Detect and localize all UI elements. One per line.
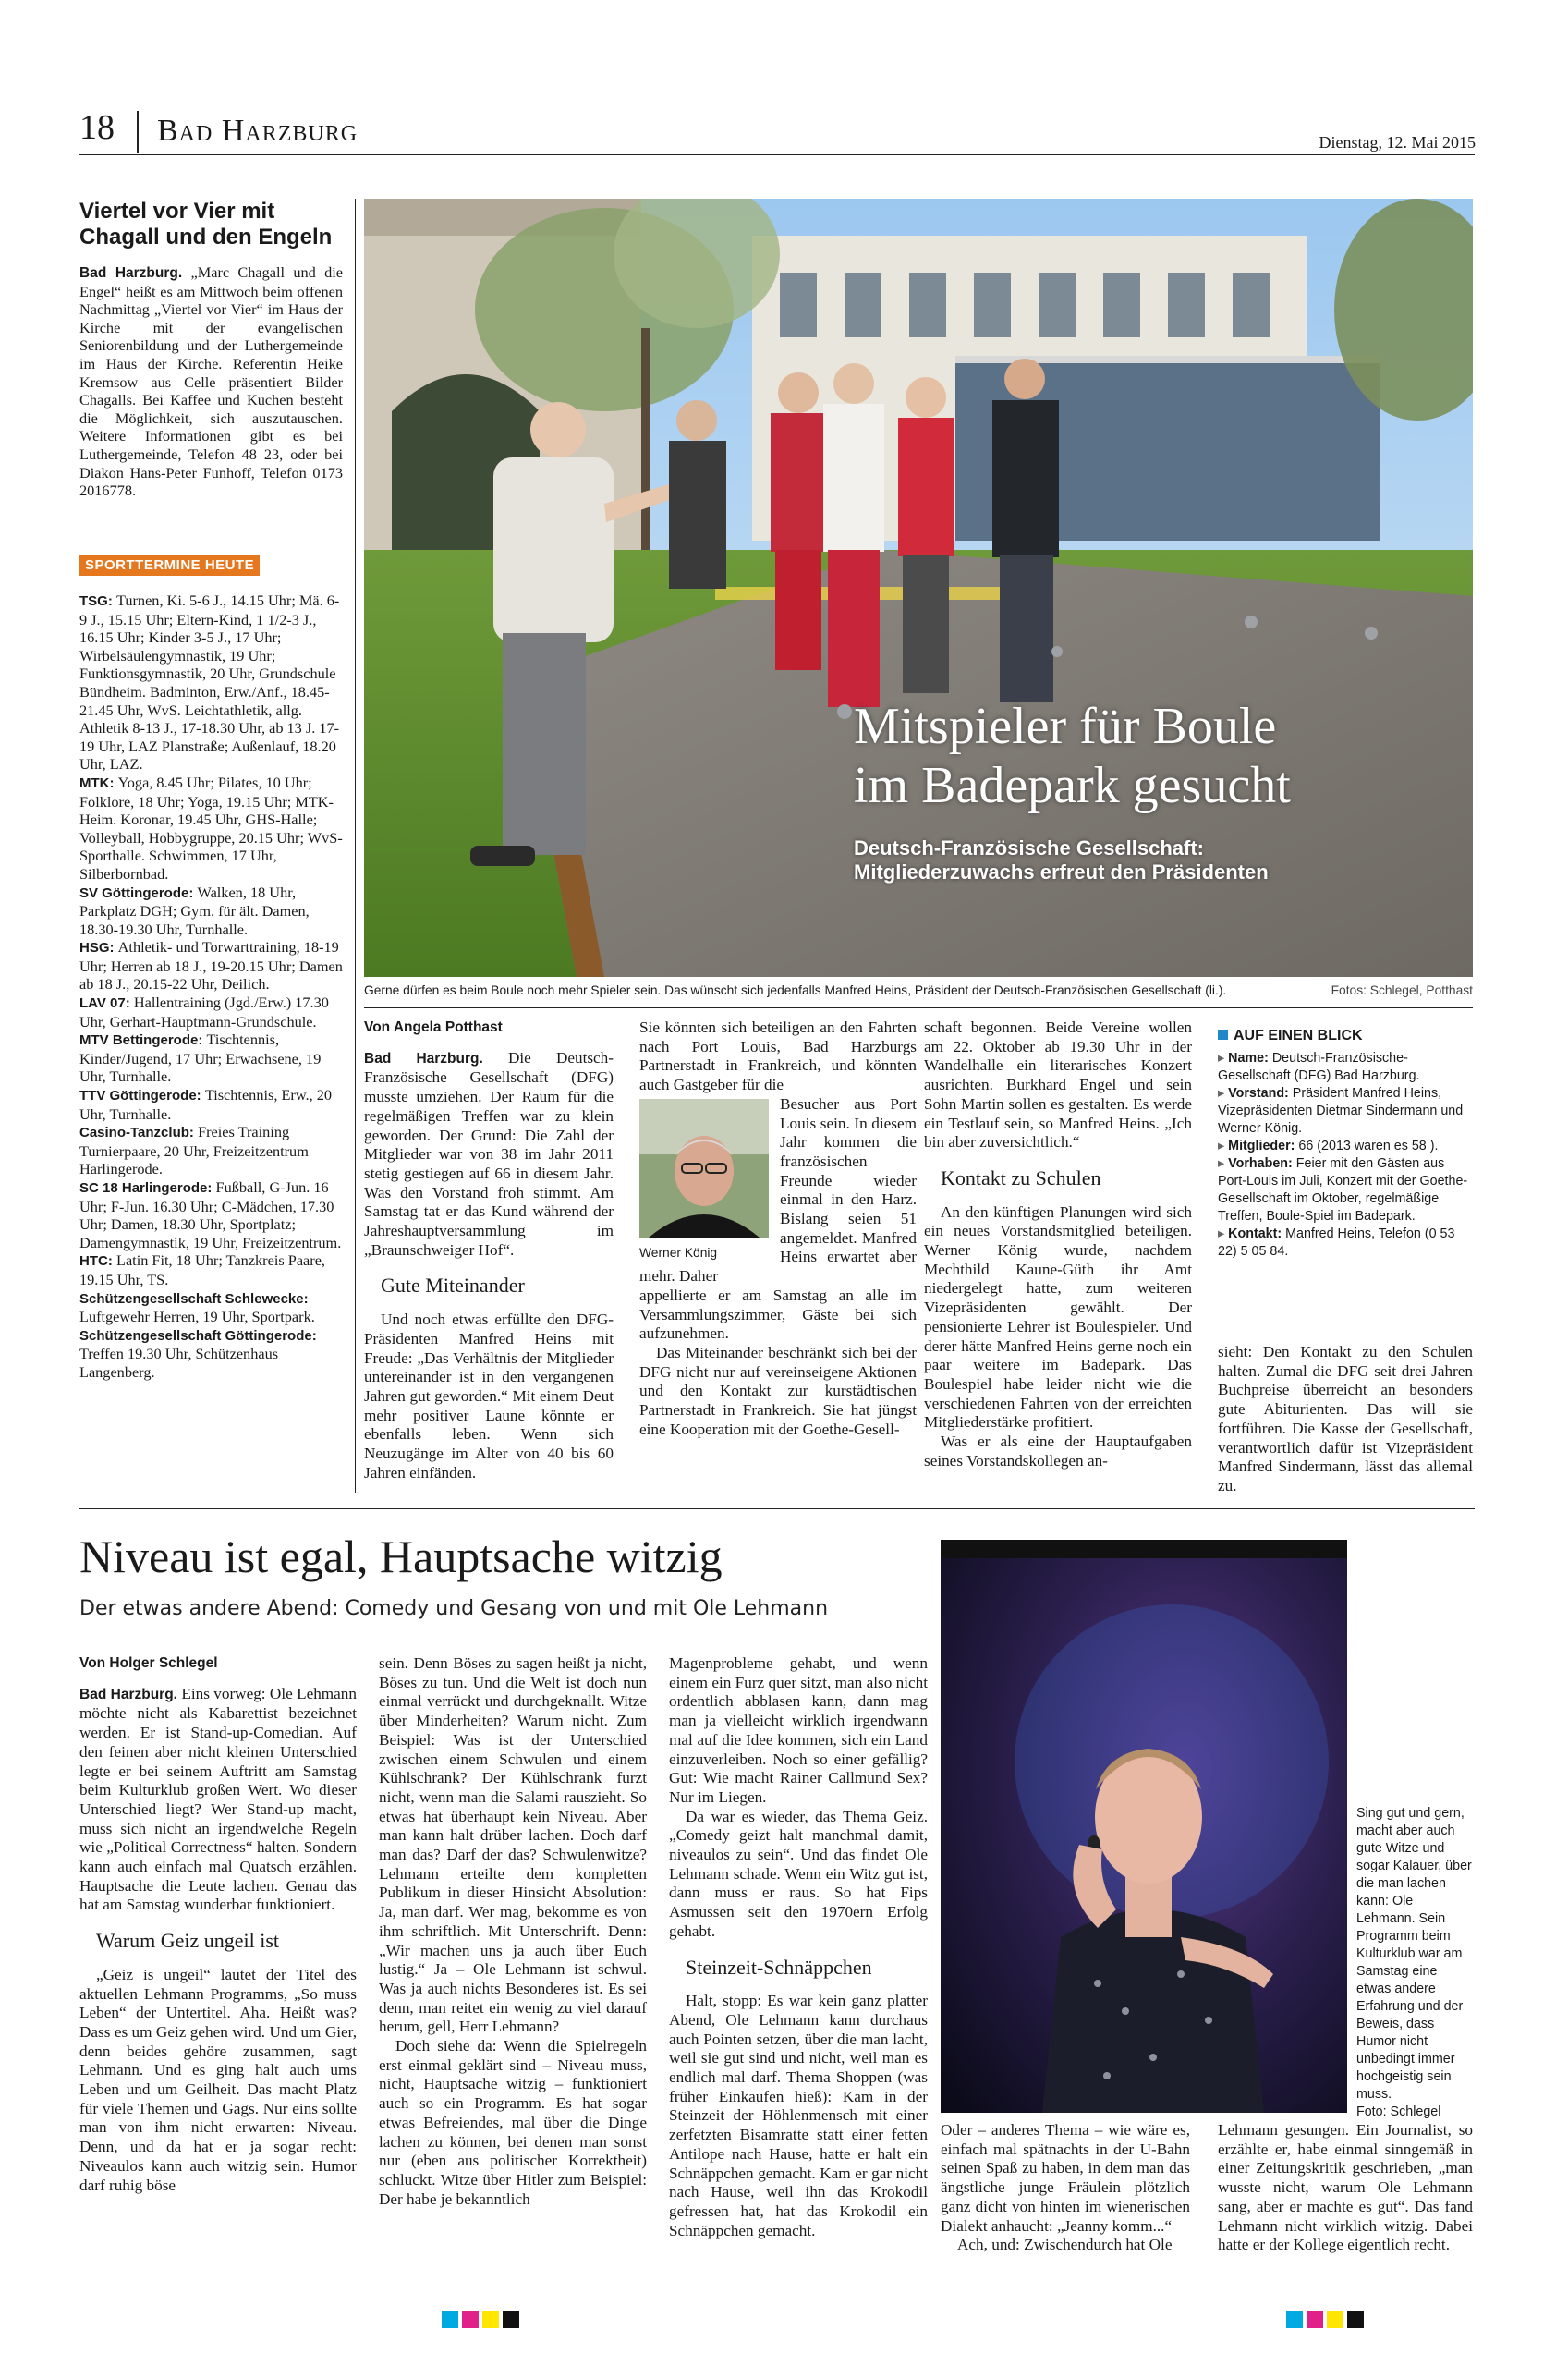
left-note-lead: Bad Harzburg. <box>79 265 183 281</box>
sport-club-name: SV Göttingerode: <box>79 884 198 901</box>
boule-subhead-2: Kontakt zu Schulen <box>941 1165 1101 1189</box>
blick-item-label: Vorhaben: <box>1228 1156 1296 1171</box>
sport-entry-text: Freies Training Turnierpaare, 20 Uhr, Freizeitzentrum Harlingerode. <box>79 1123 309 1178</box>
triangle-bullet-icon: ▸ <box>1218 1226 1229 1241</box>
yellow-swatch <box>1327 2311 1343 2328</box>
boule-photo <box>364 199 1473 977</box>
blick-item-label: Mitglieder: <box>1228 1139 1299 1153</box>
magenta-swatch <box>1307 2311 1323 2328</box>
boule-headline-line-1: Mitspieler für Boule <box>854 698 1277 755</box>
cyan-swatch <box>442 2311 458 2328</box>
sport-entry-text: Tischtennis, Kinder/Jugend, 17 Uhr; Erwachsene, 19 Uhr, Turnhalle. <box>79 1031 322 1086</box>
boule-subhead-1: Gute Miteinander <box>381 1274 525 1298</box>
sport-club-name: Schützengesellschaft Schlewecke: <box>79 1290 309 1307</box>
boule-paragraph: An den künftigen Planungen wird sich ein neues Vorstandsmitglied beteiligen. Werner König wurde, nachdem Mechthild Kaune-Güth ihr Amt niedergelegt hatte, zum weiteren Vizepräsidenten gewählt. Der pensionierte Lehrer ist Boulespieler. Und derer hätte Manfred Heins gerne noch ein paar weitere im Badepark. Das Boulespiel habe leider nicht wie die verschiedenen Fahrten von der erreichten Mitgliederstärke profitiert. <box>924 1202 1192 1432</box>
sport-entry-text: Treffen 19.30 Uhr, Schützenhaus Langenberg. <box>79 1345 279 1381</box>
boule-paragraph: Und noch etwas erfüllte den DFG-Präsidenten Manfred Heins mit Freude: „Das Verhältnis der Mitglieder untereinander ist in den vergangenen Jahren gut geworden.“ Mit einem Deut mehr positiver Laune könnte er ebenfalls leben. Wenn sich Neuzugänge im Alter von 40 bis 60 Jahren einfänden. <box>364 1311 614 1482</box>
blick-item-label: Vorstand: <box>1228 1086 1293 1101</box>
header-rule <box>79 154 1475 155</box>
comedy-paragraph: Ach, und: Zwischendurch hat Ole <box>957 2236 1173 2254</box>
boule-photo-caption <box>364 982 1473 999</box>
triangle-bullet-icon: ▸ <box>1218 1051 1229 1066</box>
blick-item <box>1218 1138 1473 1155</box>
boule-paragraph: schaft begonnen. Beide Vereine wollen am 22. Oktober ab 19.30 Uhr in der Wandelhalle ein literarisches Konzert ausrichten. Burkhard Engel und sein Sohn Martin sollen es gestalten. Es werde ein Testlauf sein, so Manfred Heins. „Ich bin aber zuversichtlich.“ <box>924 1018 1192 1152</box>
boule-subline-line-1: Deutsch-Französische Gesellschaft: <box>854 836 1205 860</box>
magenta-swatch <box>462 2311 479 2328</box>
sport-club-name: LAV 07: <box>79 995 134 1012</box>
comedy-paragraph: sein. Denn Böses zu sagen heißt ja nicht, Böses zu tun. Und die Welt ist doch nun einmal verrückt und durchgeknallt. Witze über Minderheiten? Warum nicht. Zum Beispiel: Was ist der Unterschied zwischen einem Schwulen und einem Kühlschrank? Der Kühlschrank furzt nicht, wenn man die Salami rauszieht. So etwas hat überhaupt kein Niveau. Aber man kann halt drüber lachen. Doch darf man das? Darf der das? Schwulenwitze? Lehmann erteilte dem kompletten Publikum in dieser Hinsicht Absolution: Ja, man darf. Wer mag, bekomme es von ihm schriftlich. Mit Unterschrift. Denn: „Wir machen uns ja auch über Euch lustig.“ Ja – Ole Lehmann ist schwul. Was ja auch nichts Besonderes ist. Es sei denn, man reitet ein wenig zu viel darauf herum, gell, Herr Lehmann? <box>379 1654 647 2036</box>
boule-paragraph: sieht: Den Kontakt zu den Schulen halten. Zumal die DFG seit drei Jahren Buchpreise überreicht an besonders gute Abiturienten. Das will sie fortführen. Die Kasse der Gesellschaft, verantwortlich dafür ist Vizepräsident Manfred Sindermann, lässt das allemal zu. <box>1218 1343 1473 1494</box>
left-note <box>79 199 343 500</box>
blick-item-text: Deutsch-Französische-Gesellschaft (DFG) Bad Harzburg. <box>1218 1051 1420 1083</box>
comedy-column-2 <box>379 1654 647 2209</box>
comedy-paragraph: „Geiz is ungeil“ lautet der Titel des aktuellen Lehmann Programms, „So muss Leben“ der Untertitel. Aha. Heißt was? Dass es um Geiz gehen wird. Und um Gier, denn beides gehöre zusammen, sagt Lehmann. Und es ging halt auch ums Leben und um Geilheit. Das macht Platz für viele Themen und Gags. Nur eins sollte man von ihm nicht erwarten: Niveau. Denn, und da hat er ja sogar recht: Niveaulos kann auch witzig sein. Humor darf ruhig böse <box>79 1965 357 2194</box>
page-number: 18 <box>79 108 115 147</box>
comedy-column-4 <box>941 2121 1190 2255</box>
blick-item-text: Manfred Heins, Telefon (0 53 22) 5 05 84. <box>1218 1226 1455 1259</box>
black-swatch <box>503 2311 519 2328</box>
boule-headline-line-2: im Badepark gesucht <box>854 757 1291 814</box>
comedy-subhead-2: Steinzeit-Schnäppchen <box>686 1955 872 1979</box>
boule-paragraph: Das Miteinander beschränkt sich bei der DFG nicht nur auf vereinseigene Aktionen und den Kontakt zur kurstädtischen Partnerstadt in Frankreich. Sie hat jüngst eine Kooperation mit der Goethe-Gesell- <box>639 1343 917 1438</box>
auf-einen-blick-box <box>1218 1028 1473 1261</box>
lehmann-stage-image <box>941 1540 1347 2113</box>
comedy-paragraph: Oder – anderes Thema – wie wäre es, einfach mal spätnachts in der U-Bahn seinen Spaß zu haben, in dem man das ängstliche junge Fräulein plötzlich ganz dicht von hinten im wienerischen Dialekt anhaucht: „Jeanny komm...“ <box>941 2121 1190 2235</box>
left-note-text: „Marc Chagall und die Engel“ heißt es am Mittwoch beim offenen Nachmittag „Viertel vor Vier“ im Haus der Kirche mit der evangelischen Seniorenbildung und der Luthergemeinde im Haus der Kirche. Referentin Heike Kremsow aus Celle präsentiert Bilder Chagalls. Bei Kaffee und Kuchen besteht die Möglichkeit, sich auszutauschen. Weitere Informationen gibt es bei Luthergemeinde, Telefon 48 23, oder bei Diakon Hans-Peter Funhoff, Telefon 0173 2016778. <box>79 263 343 500</box>
comedy-column-5 <box>1218 2121 1473 2255</box>
comedy-subhead-1: Warum Geiz ungeil ist <box>96 1929 280 1953</box>
sport-club-name: TTV Göttingerode: <box>79 1088 205 1104</box>
blick-item-label: Name: <box>1228 1051 1272 1066</box>
comedy-column-1 <box>79 1654 357 2195</box>
sport-club-name: SC 18 Harlingerode: <box>79 1180 216 1196</box>
sport-club-name: HSG: <box>79 940 118 957</box>
comedy-headline: Niveau ist egal, Hauptsache witzig <box>79 1531 723 1582</box>
sport-club-name: TSG: <box>79 593 116 609</box>
blick-item <box>1218 1050 1473 1085</box>
boule-paragraph: Was er als eine der Hauptaufgaben seines Vorstandskollegen an- <box>924 1433 1192 1470</box>
boule-byline: Von Angela Potthast <box>364 1019 503 1035</box>
comedy-paragraph: Magenprobleme gehabt, und wenn einem ein Furz quer sitzt, man also nicht ordentlich abblasen kann, dann mag man ja vielleicht wirklich irgendwann mal auf die Idee kommen, sich ein Land einzuverleiben. Noch so einer gefällig? Gut: Wie macht Rainer Callmund Sex? Nur im Liegen. <box>669 1654 928 1806</box>
sport-entry-text: Hallentraining (Jgd./Erw.) 17.30 Uhr, Gerhart-Hauptmann-Grundschule. <box>79 994 329 1031</box>
blick-item <box>1218 1155 1473 1226</box>
section-title: Bad Harzburg <box>157 114 359 148</box>
sport-entry-text: Fußball, G-Jun. 16 Uhr; F-Jun. 16.30 Uhr; C-Mädchen, 17.30 Uhr; Damen, 18.30 Uhr, Sportplatz; Damengymnastik, 19 Uhr, Freizeitzentrum. <box>79 1178 342 1251</box>
boule-column-2 <box>639 1018 917 1439</box>
sport-entry-text: Walken, 18 Uhr, Parkplatz DGH; Gym. für ält. Damen, 18.30-19.30 Uhr, Turnhalle. <box>79 883 310 938</box>
left-column-rule <box>355 199 356 1493</box>
werner-koenig-portrait <box>639 1099 769 1260</box>
boule-paragraph: Besucher aus Port Louis sein. In diesem Jahr kommen die französischen Freunde wieder einmal in den Harz. Bislang seien 51 angemeldet. Manfred Heins erwartet aber mehr. Daher <box>639 1094 917 1286</box>
sport-entry-text: Athletik- und Torwarttraining, 18-19 Uhr; Herren ab 18 J., 19-20.15 Uhr; Damen ab 18 J., 20.15-22 Uhr, Deilich. <box>79 938 343 994</box>
blick-item-text: 66 (2013 waren es 58 ). <box>1298 1139 1439 1153</box>
section-separator <box>79 1508 1475 1509</box>
header-divider <box>137 111 139 153</box>
sport-club-name: HTC: <box>79 1253 116 1270</box>
blick-title: AUF EINEN BLICK <box>1234 1028 1363 1043</box>
blick-item-label: Kontakt: <box>1228 1226 1286 1241</box>
comedy-column-3 <box>669 1654 928 2240</box>
comedy-paragraph: Halt, stopp: Es war kein ganz platter Abend, Ole Lehmann kann durchaus auch Pointen setzen, über die man lacht, weil sie gut sind und nicht, weil man es endlich mal darf. Thema Shoppen (was früher Einkaufen hieß): Kam in der Steinzeit der Höhlenmensch mit einer zerfetzten Bisamratte statt einer fetten Antilope nach Hause, hatte er halt ein Schnäppchen gemacht. Kam er gar nicht nach Hause, weil ihn das Krokodil gefressen hat, hat das Krokodil ein Schnäppchen gemacht. <box>669 1992 928 2239</box>
boule-subline-line-2: Mitgliederzuwachs erfreut den Präsidenten <box>854 860 1269 884</box>
boule-paragraph: Sie könnten sich beteiligen an den Fahrten nach Port Louis, Bad Harzburgs Partnerstadt in Frankreich, und könnten auch Gastgeber für die <box>639 1018 917 1094</box>
left-note-title: Viertel vor Vier mit Chagall und den Engeln <box>79 199 333 250</box>
comedy-paragraph: Da war es wieder, das Thema Geiz. „Comedy geizt halt manchmal damit, niveaulos zu sein“. Und das findet Ole Lehmann schade. Wenn ein Witz gut ist, dann muss er raus. So hat Fips Asmussen seit den 1970ern Erfolg gehabt. <box>669 1807 928 1940</box>
boule-column-4 <box>1218 1343 1473 1496</box>
blick-item-text: Präsident Manfred Heins, Vizepräsidenten Dietmar Sindermann und Werner König. <box>1218 1086 1464 1136</box>
comedy-paragraph: Doch siehe da: Wenn die Spielregeln erst einmal geklärt sind – Niveau muss, nicht, Hauptsache witzig – funktioniert auch so ein Programm. Es hat sogar etwas Befreiendes, mal über die Dinge lachen zu können, bei denen man sonst nur (eben aus politischer Korrektheit) schluckt. Witze über Hitler zum Beispiel: Der habe je bekanntlich <box>379 2037 647 2208</box>
triangle-bullet-icon: ▸ <box>1218 1086 1229 1101</box>
comedy-subline: Der etwas andere Abend: Comedy und Gesang von und mit Ole Lehmann <box>79 1597 829 1620</box>
boule-paragraph: Die Deutsch-Französische Gesellschaft (DFG) musste umziehen. Der Raum für die regelmäßigen Treffen war zu klein geworden. Der Grund: Die Zahl der Mitglieder war von 38 im Jahr 2011 stetig gestiegen auf 66 in diesem Jahr. Was den Vorstand froh stimmt. Am Samstag tat er das Kund während der Jahreshauptversammlung im „Braunschweiger Hof“. <box>364 1048 614 1259</box>
boule-column-1 <box>364 1018 614 1482</box>
boule-caption-text: Gerne dürfen es beim Boule noch mehr Spieler sein. Das wünscht sich jedenfalls Manfred Heins, Präsident der Deutsch-Französischen Gesellschaft (li.). <box>364 983 1227 997</box>
boule-lead: Bad Harzburg. <box>364 1050 483 1067</box>
sport-club-name: Schützengesellschaft Göttingerode: <box>79 1327 317 1344</box>
portrait-image <box>639 1099 769 1238</box>
portrait-caption: Werner König <box>639 1245 718 1260</box>
yellow-swatch <box>482 2311 499 2328</box>
comedy-paragraph: Eins vorweg: Ole Lehmann möchte nicht als Kabarettist bezeichnet werden. Er ist Stand-up-Comedian. Auf den feinen aber nicht kleinen Unterschied legte er bei seinem Auftritt am Samstag beim Kulturklub großen Wert. Wo dieser Unterschied liegt? Wer Stand-up macht, muss sich nicht an irgendwelche Regeln wie „Political Correctness“ halten. Sondern kann auch einfach mal Quatsch erzählen. Hauptsache die Leute lachen. Genau das hat am Samstag wunderbar funktioniert. <box>79 1684 357 1914</box>
black-swatch <box>1347 2311 1364 2328</box>
sport-entry-text: Yoga, 8.45 Uhr; Pilates, 10 Uhr; Folklore, 18 Uhr; Yoga, 19.15 Uhr; MTK-Heim. Koronar, 19.45 Uhr, GHS-Halle; Volleyball, Hobbygruppe, 20.15 Uhr; WvS-Sporthalle. Schwimmen, 17 Uhr, Silberbornbad. <box>79 773 343 883</box>
sport-entry-text: Turnen, Ki. 5-6 J., 14.15 Uhr; Mä. 6-9 J., 15.15 Uhr; Eltern-Kind, 1 1/2-3 J., 16.15 Uhr; Kinder 3-5 J., 17 Uhr; Wirbelsäulengymnastik, 19 Uhr; Funktionsgymnastik, 20 Uhr, Grundschule Bündheim. Badminton, Erw./Anf., 18.45-21.45 Uhr, WvS. Leichtathletik, allg. Athletik 8-13 J., 17-18.30 Uhr, ab 13 J. 17-19 Uhr, LAZ Planstraße; Außenlauf, 18.20 Uhr, LAZ. <box>79 592 340 774</box>
sport-entry-text: Luftgewehr Herren, 19 Uhr, Sportpark. <box>79 1308 315 1326</box>
comedy-paragraph: Lehmann gesungen. Ein Journalist, so erzählte er, habe einmal sinngemäß in einer Zeitungskritik geschrieben, „man wusste nicht, warum Ole Lehmann sang, aber er machte es gut“. Das fand Lehmann nicht wirklich witzig. Dabei hatte er der Kollege eigentlich recht. <box>1218 2121 1473 2254</box>
lehmann-photo-credit: Foto: Schlegel <box>1356 2104 1441 2119</box>
sport-list <box>79 592 343 1382</box>
blick-item <box>1218 1226 1473 1261</box>
boule-column-3 <box>924 1018 1192 1470</box>
lehmann-caption-text: Sing gut und gern, macht aber auch gute Witze und sogar Kalauer, über die man lachen kann: Ole Lehmann. Sein Programm beim Kulturklub war am Samstag eine etwas andere Erfahrung und der Beweis, dass Humor nicht unbedingt immer hochgeistig sein muss. <box>1356 1806 1472 2102</box>
blick-item-text: Feier mit den Gästen aus Port-Louis im Juli, Konzert mit der Goethe-Gesellschaft im Oktober, regelmäßige Treffen, Boule-Spiel im Badepark. <box>1218 1156 1468 1224</box>
triangle-bullet-icon: ▸ <box>1218 1139 1229 1153</box>
issue-date: Dienstag, 12. Mai 2015 <box>1319 133 1476 152</box>
sport-entry-text: Latin Fit, 18 Uhr; Tanzkreis Paare, 19.15 Uhr, TS. <box>79 1251 325 1288</box>
cyan-swatch <box>1286 2311 1303 2328</box>
blick-square-icon <box>1218 1030 1228 1040</box>
sport-club-name: Casino-Tanzclub: <box>79 1125 199 1141</box>
sport-entry-text: Tischtennis, Erw., 20 Uhr, Turnhalle. <box>79 1086 333 1123</box>
triangle-bullet-icon: ▸ <box>1218 1156 1229 1171</box>
boule-paragraph: appellierte er am Samstag an alle im Versammlungszimmer, Gäste bei sich aufzunehmen. <box>639 1286 917 1343</box>
lehmann-photo-caption <box>1356 1805 1473 2121</box>
sport-badge: SPORTTERMINE HEUTE <box>79 555 260 576</box>
ole-lehmann-photo <box>941 1540 1347 2113</box>
sport-club-name: MTV Bettingerode: <box>79 1032 207 1049</box>
comedy-lead: Bad Harzburg. <box>79 1686 177 1702</box>
boule-caption-rule <box>364 1007 1473 1008</box>
sport-club-name: MTK: <box>79 774 118 791</box>
comedy-byline: Von Holger Schlegel <box>79 1655 218 1671</box>
boule-caption-credit: Fotos: Schlegel, Potthast <box>1331 983 1473 997</box>
blick-item <box>1218 1085 1473 1138</box>
